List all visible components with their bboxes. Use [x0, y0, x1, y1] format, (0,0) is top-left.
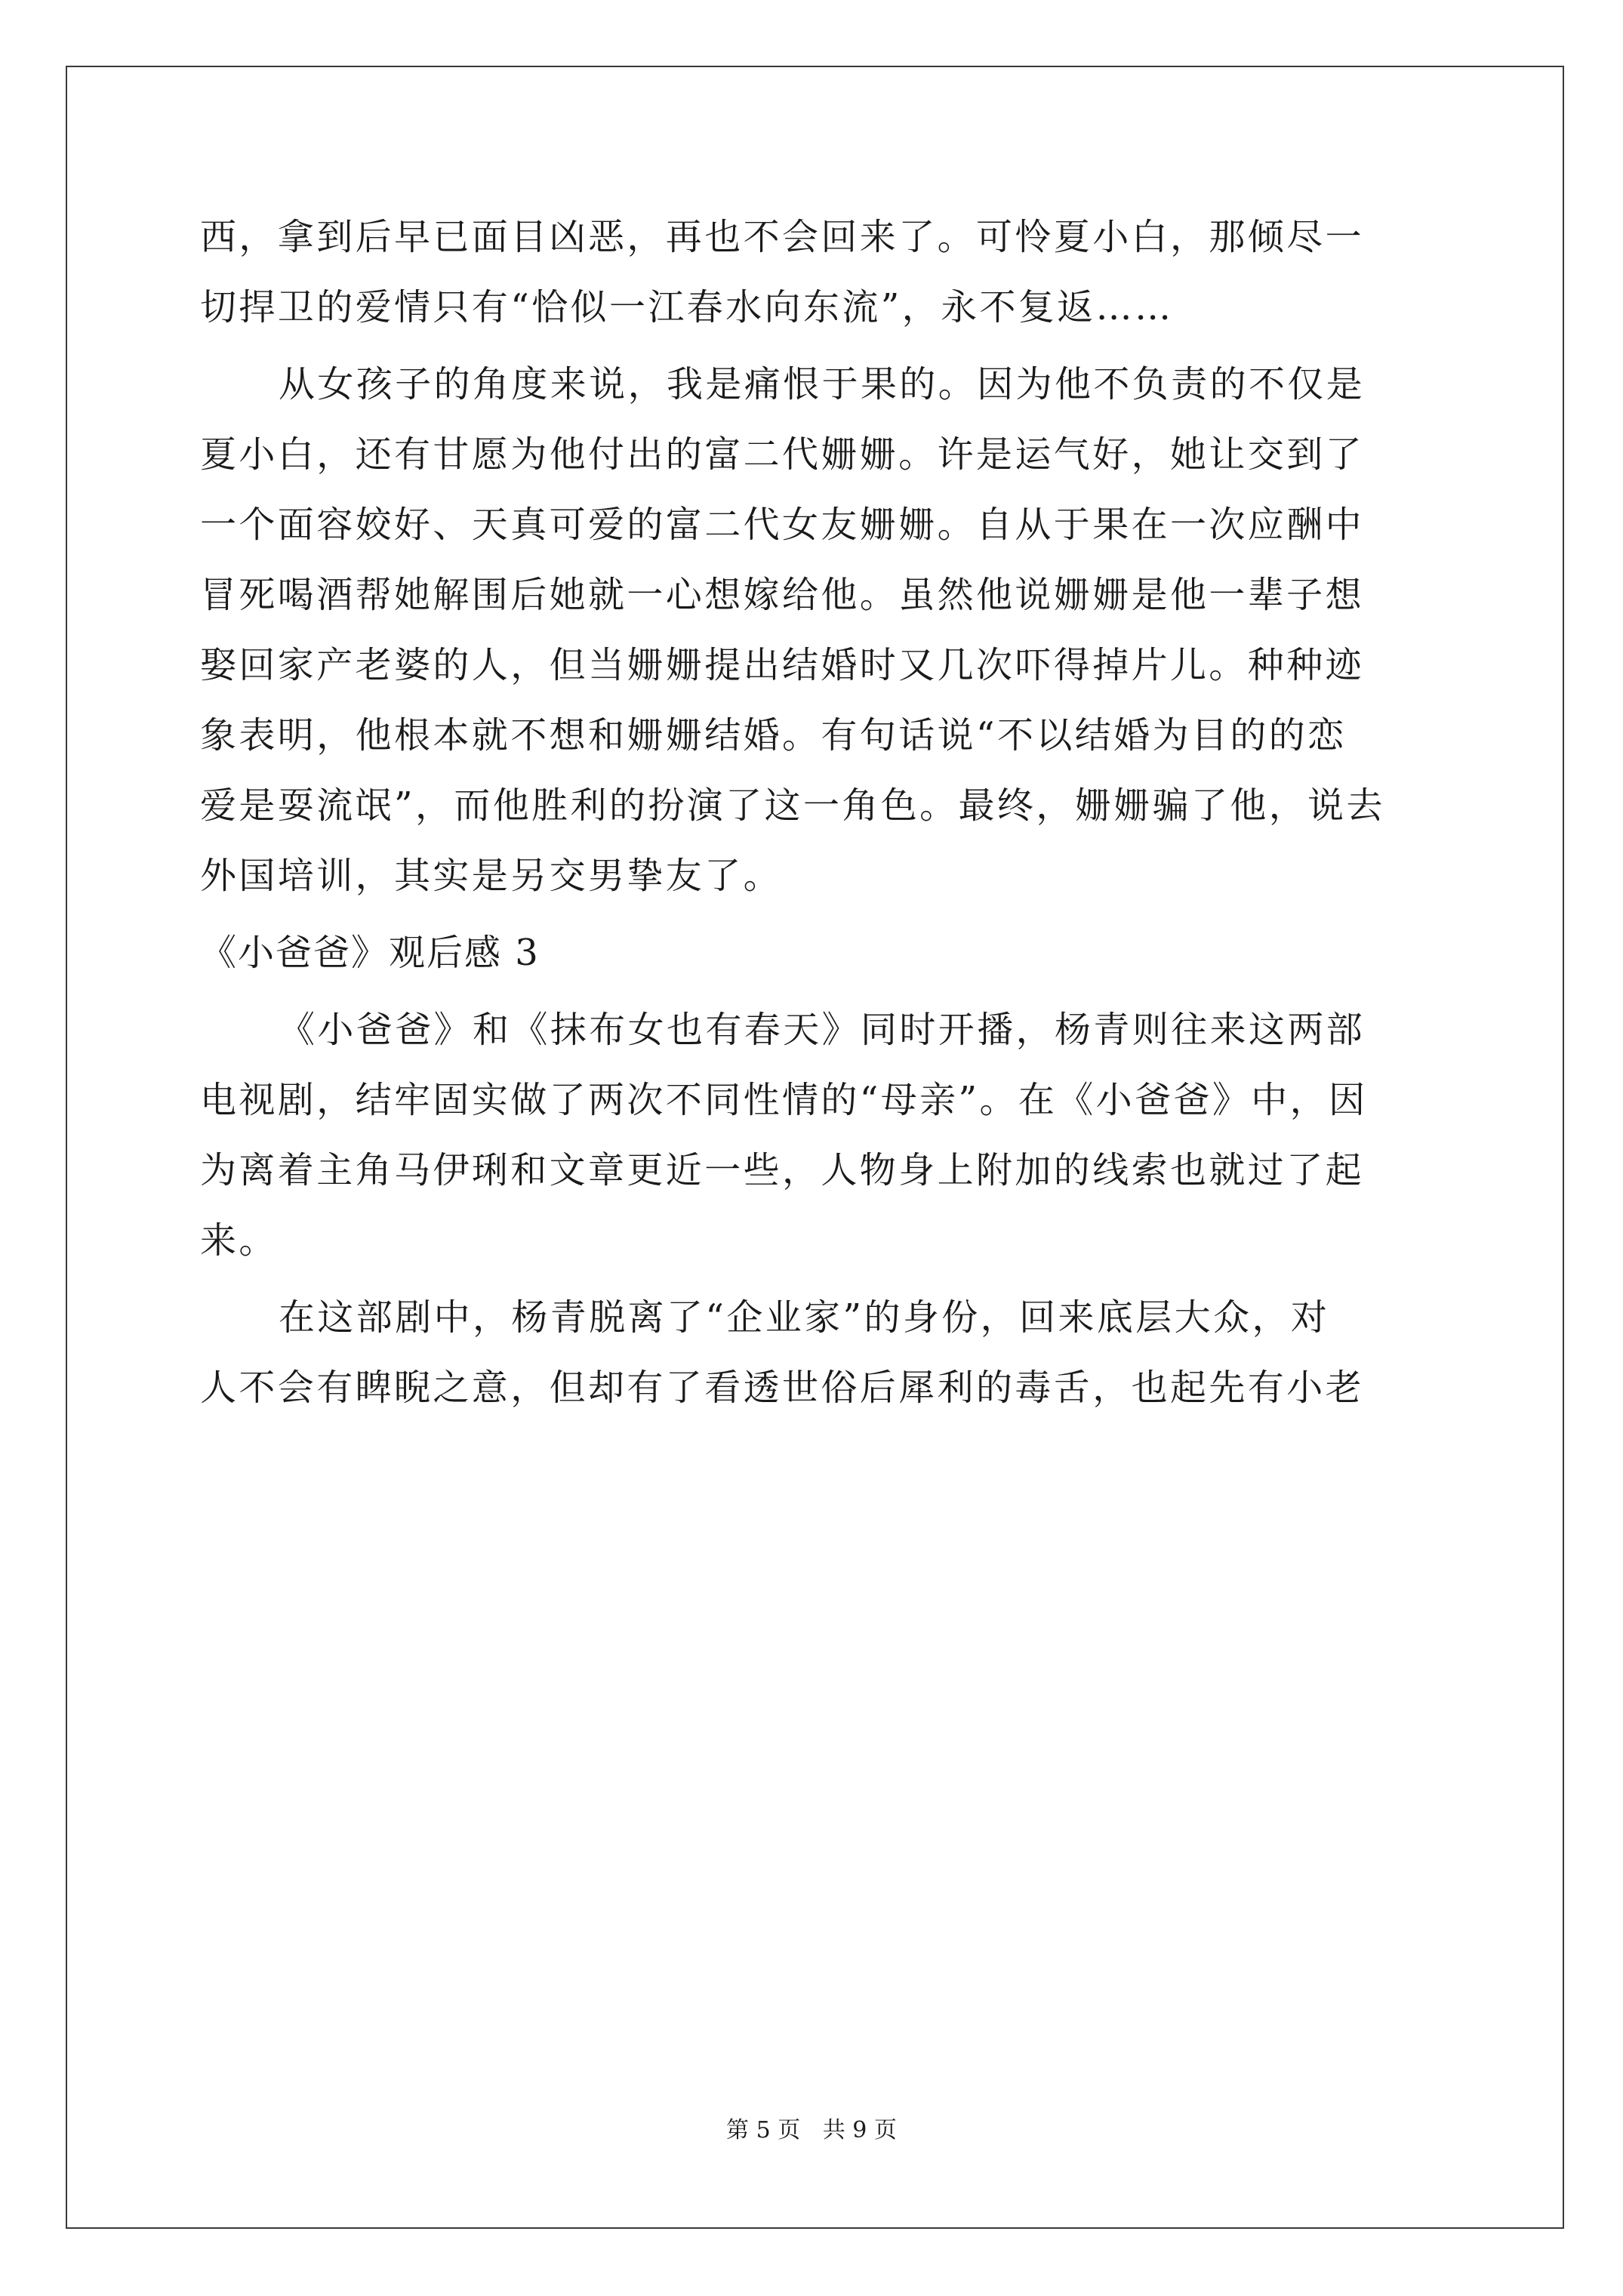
text-line: 《小爸爸》和《抹布女也有春天》同时开播，杨青则往来这两部: [279, 1009, 1366, 1051]
text-line: 冒死喝酒帮她解围后她就一心想嫁给他。虽然他说姗姗是他一辈子想: [200, 574, 1365, 616]
text-line: 来。: [200, 1219, 278, 1262]
text-line: 象表明，他根本就不想和姗姗结婚。有句话说“不以结婚为目的的恋: [200, 714, 1347, 757]
page-number: 第 5 页: [726, 2117, 801, 2143]
text-line: 夏小白，还有甘愿为他付出的富二代姗姗。许是运气好，她让交到了: [200, 433, 1365, 476]
paragraph: [200, 350, 1431, 911]
text-line: 切捍卫的爱情只有“恰似一江春水向东流”，永不复返……: [200, 286, 1174, 328]
paragraph: [200, 995, 1431, 1276]
text-line: 从女孩子的角度来说，我是痛恨于果的。因为他不负责的不仅是: [279, 363, 1366, 405]
text-line: 电视剧，结牢固实做了两次不同性情的“母亲”。在《小爸爸》中，因: [200, 1079, 1368, 1121]
text-line: 人不会有睥睨之意，但却有了看透世俗后犀利的毒舌，也起先有小老: [200, 1367, 1365, 1409]
paragraph: [200, 1283, 1431, 1423]
text-line: 西，拿到后早已面目凶恶，再也不会回来了。可怜夏小白，那倾尽一: [200, 216, 1365, 258]
text-line: 一个面容姣好、天真可爱的富二代女友姗姗。自从于果在一次应酬中: [200, 504, 1365, 546]
document-body: [200, 202, 1431, 1430]
section-heading: 《小爸爸》观后感 3: [200, 932, 540, 974]
paragraph: [200, 202, 1431, 343]
text-line: 为离着主角马伊琍和文章更近一些，人物身上附加的线索也就过了起: [200, 1149, 1365, 1191]
text-line: 在这部剧中，杨青脱离了“企业家”的身份，回来底层大众，对: [279, 1296, 1330, 1339]
page-total: 共 9 页: [822, 2117, 897, 2143]
text-line: 爱是耍流氓”，而他胜利的扮演了这一角色。最终，姗姗骗了他，说去: [200, 784, 1385, 827]
text-line: 外国培训，其实是另交男挚友了。: [200, 855, 783, 897]
page-footer: [0, 2111, 1623, 2144]
text-line: 娶回家产老婆的人，但当姗姗提出结婚时又几次吓得掉片儿。种种迹: [200, 644, 1365, 686]
